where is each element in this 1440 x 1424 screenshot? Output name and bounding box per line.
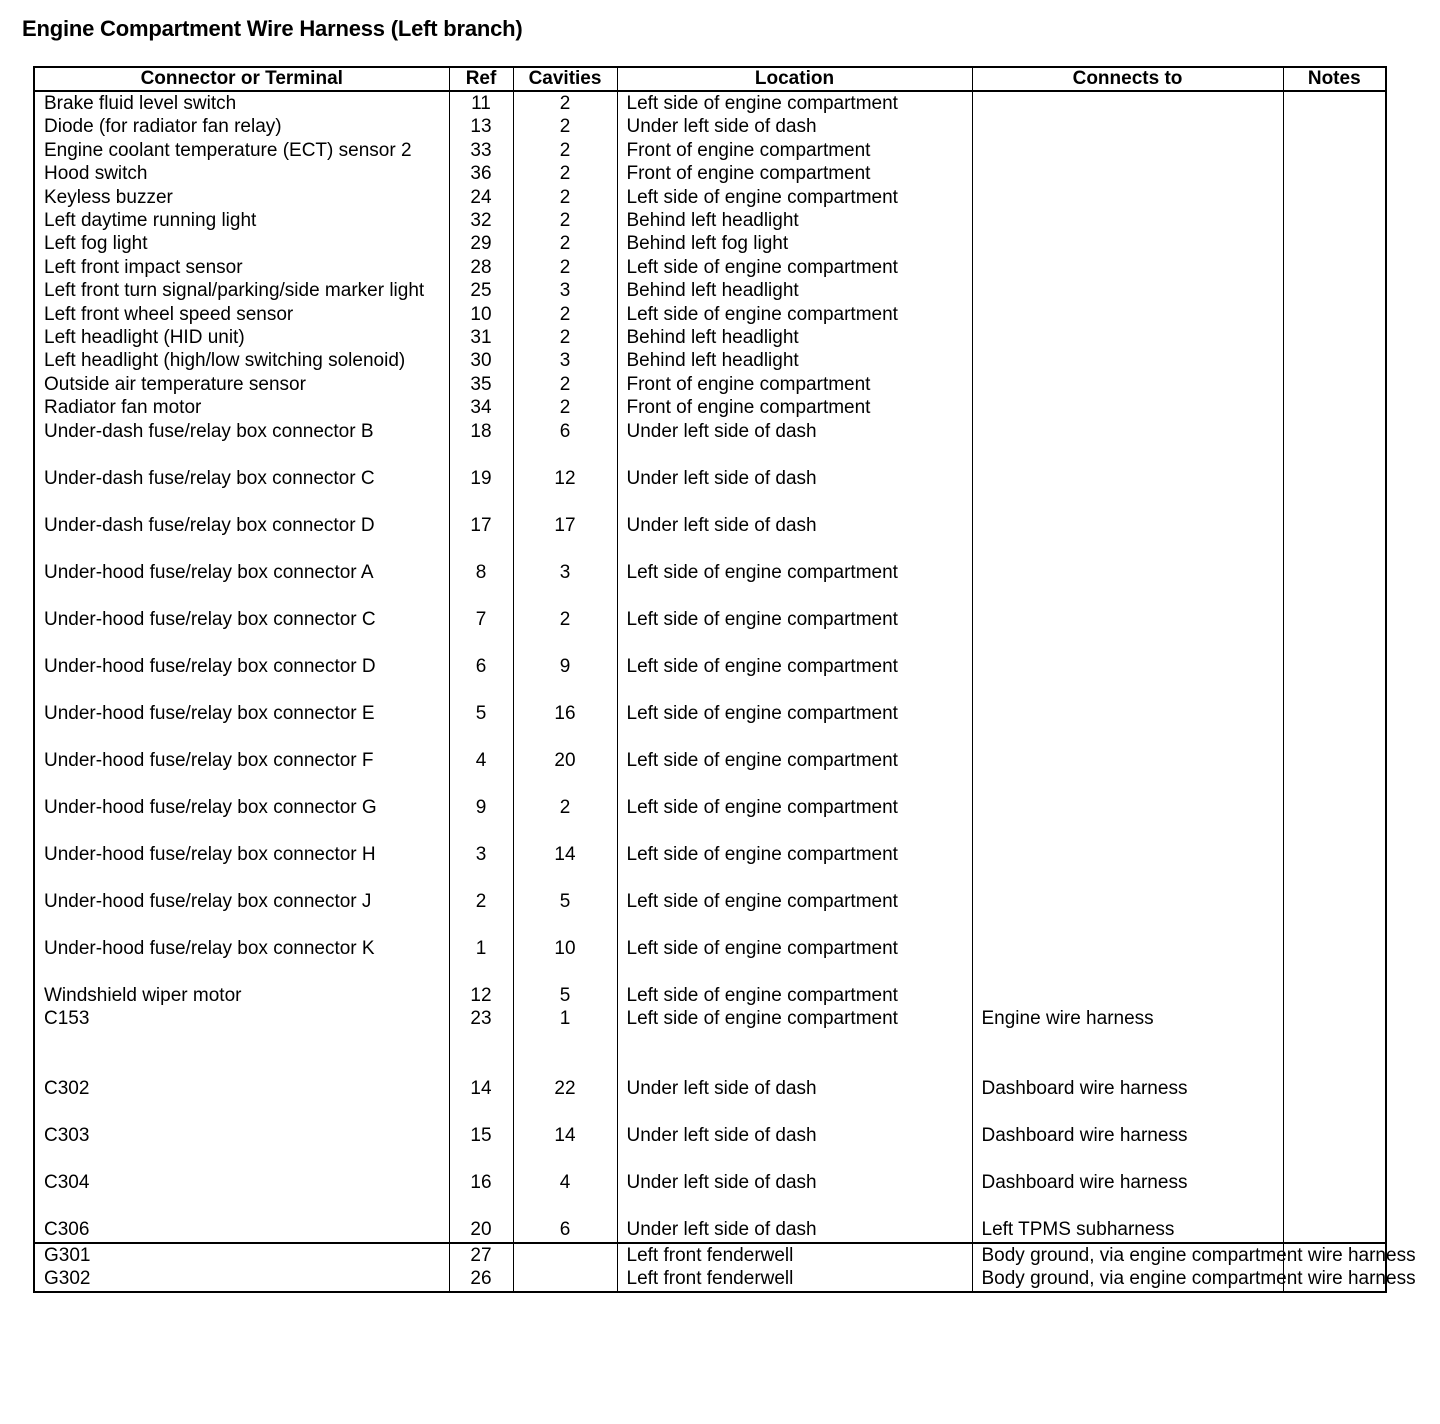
cell-location: Left front fenderwell [617, 1243, 972, 1267]
cell-cavities: 3 [513, 561, 617, 608]
cell-location: Left side of engine compartment [617, 186, 972, 209]
cell-location: Left side of engine compartment [617, 1007, 972, 1077]
cell-notes [1283, 937, 1386, 984]
cell-ref: 35 [449, 373, 513, 396]
cell-location: Front of engine compartment [617, 139, 972, 162]
cell-notes [1283, 749, 1386, 796]
cell-ref: 11 [449, 91, 513, 115]
table-row [34, 115, 1386, 138]
cell-location: Behind left headlight [617, 326, 972, 349]
cell-connector: Under-hood fuse/relay box connector H [44, 843, 376, 865]
cell-cavities: 10 [513, 937, 617, 984]
table-row [34, 749, 1386, 796]
cell-location: Under left side of dash [617, 1124, 972, 1171]
cell-ref: 25 [449, 279, 513, 302]
cell-cavities: 6 [513, 420, 617, 467]
cell-location: Left side of engine compartment [617, 303, 972, 326]
table-row [34, 937, 1386, 984]
cell-connector: Under-hood fuse/relay box connector F [44, 749, 374, 771]
cell-notes [1283, 373, 1386, 396]
cell-connects-to: Body ground, via engine compartment wire harness [972, 1267, 1283, 1292]
cell-cavities: 3 [513, 279, 617, 302]
cell-notes [1283, 420, 1386, 467]
cell-connector: Left fog light [44, 233, 148, 255]
cell-connects-to [972, 232, 1283, 255]
cell-ref: 5 [449, 702, 513, 749]
cell-cavities: 2 [513, 91, 617, 115]
cell-notes [1283, 1218, 1386, 1242]
cell-connects-to [972, 162, 1283, 185]
cell-notes [1283, 209, 1386, 232]
table-row [34, 702, 1386, 749]
table-row [34, 326, 1386, 349]
cell-location: Under left side of dash [617, 115, 972, 138]
cell-location: Under left side of dash [617, 1171, 972, 1218]
column-header-connector: Connector or Terminal [34, 67, 449, 91]
cell-connects-to [972, 467, 1283, 514]
column-header-cavities: Cavities [513, 67, 617, 91]
cell-ref: 15 [449, 1124, 513, 1171]
table-row [34, 1124, 1386, 1171]
cell-connects-to [972, 608, 1283, 655]
table-row [34, 139, 1386, 162]
cell-cavities: 16 [513, 702, 617, 749]
cell-ref: 27 [449, 1243, 513, 1267]
cell-connector: G302 [44, 1267, 91, 1289]
cell-connects-to [972, 843, 1283, 890]
cell-cavities: 2 [513, 139, 617, 162]
cell-ref: 36 [449, 162, 513, 185]
cell-ref: 31 [449, 326, 513, 349]
column-header-notes: Notes [1283, 67, 1386, 91]
cell-location: Left side of engine compartment [617, 890, 972, 937]
table-row [34, 655, 1386, 702]
table-row [34, 279, 1386, 302]
cell-notes [1283, 514, 1386, 561]
cell-cavities: 2 [513, 256, 617, 279]
cell-notes [1283, 256, 1386, 279]
cell-connects-to [972, 937, 1283, 984]
cell-connector: Left front turn signal/parking/side marker light [44, 280, 425, 302]
cell-location: Under left side of dash [617, 1218, 972, 1242]
cell-location: Left side of engine compartment [617, 655, 972, 702]
cell-connector: Brake fluid level switch [44, 93, 237, 114]
cell-cavities: 12 [513, 467, 617, 514]
cell-cavities: 17 [513, 514, 617, 561]
cell-connector: Left daytime running light [44, 210, 257, 232]
table-row [34, 303, 1386, 326]
cell-connector: G301 [34, 1243, 449, 1267]
cell-connects-to [972, 561, 1283, 608]
cell-notes [1283, 984, 1386, 1007]
table-row [34, 1077, 1386, 1124]
cell-notes [1283, 303, 1386, 326]
cell-connector: Engine coolant temperature (ECT) sensor 2 [44, 139, 412, 161]
cell-location: Under left side of dash [617, 467, 972, 514]
table-row [34, 984, 1386, 1007]
table-row [34, 349, 1386, 372]
cell-cavities: 2 [513, 162, 617, 185]
cell-connector: Radiator fan motor [44, 397, 202, 419]
cell-connector: Under-dash fuse/relay box connector D [44, 514, 375, 536]
cell-location: Left side of engine compartment [617, 561, 972, 608]
column-header-connects-to: Connects to [972, 67, 1283, 91]
cell-location: Behind left headlight [617, 279, 972, 302]
cell-cavities: 2 [513, 186, 617, 209]
cell-ref: 3 [449, 843, 513, 890]
cell-connector: Under-dash fuse/relay box connector B [44, 420, 374, 442]
harness-table [33, 66, 1416, 1293]
cell-notes [1283, 796, 1386, 843]
table-row [34, 608, 1386, 655]
cell-location: Left side of engine compartment [617, 608, 972, 655]
cell-location: Under left side of dash [617, 1077, 972, 1124]
cell-connector: C153 [44, 1008, 90, 1030]
table-row [34, 396, 1386, 419]
cell-ref: 32 [449, 209, 513, 232]
cell-notes [1283, 162, 1386, 185]
cell-notes [1283, 396, 1386, 419]
cell-ref: 34 [449, 396, 513, 419]
cell-notes [1283, 561, 1386, 608]
cell-location: Behind left headlight [617, 349, 972, 372]
table-row [34, 232, 1386, 255]
cell-connects-to [972, 702, 1283, 749]
cell-location: Front of engine compartment [617, 162, 972, 185]
cell-notes [1283, 655, 1386, 702]
cell-location: Left side of engine compartment [617, 843, 972, 890]
cell-location: Left side of engine compartment [617, 749, 972, 796]
cell-location: Under left side of dash [617, 420, 972, 467]
table-row [34, 256, 1386, 279]
cell-cavities: 5 [513, 890, 617, 937]
cell-connects-to [972, 373, 1283, 396]
cell-connects-to: Left TPMS subharness [972, 1218, 1283, 1242]
cell-ref: 8 [449, 561, 513, 608]
cell-connects-to [972, 256, 1283, 279]
table-row [34, 467, 1386, 514]
cell-cavities: 5 [513, 984, 617, 1007]
cell-connects-to [972, 209, 1283, 232]
cell-ref: 18 [449, 420, 513, 467]
cell-cavities: 2 [513, 209, 617, 232]
cell-connects-to [972, 349, 1283, 372]
cell-ref: 20 [449, 1218, 513, 1242]
table-body [34, 91, 1416, 1292]
cell-notes [1283, 467, 1386, 514]
cell-cavities: 14 [513, 1124, 617, 1171]
cell-connector: Diode (for radiator fan relay) [44, 116, 282, 138]
cell-connector: Under-hood fuse/relay box connector E [44, 702, 375, 724]
cell-cavities: 2 [513, 796, 617, 843]
cell-connects-to [972, 303, 1283, 326]
cell-location: Behind left fog light [617, 232, 972, 255]
cell-cavities [513, 1267, 617, 1292]
cell-connects-to: Body ground, via engine compartment wire harness [972, 1243, 1283, 1267]
cell-cavities: 2 [513, 326, 617, 349]
cell-connector: C302 [44, 1078, 90, 1100]
cell-connector: Windshield wiper motor [44, 984, 242, 1006]
table-row [34, 1171, 1386, 1218]
cell-connects-to: Engine wire harness [972, 1007, 1283, 1077]
cell-ref: 30 [449, 349, 513, 372]
table-row [34, 1267, 1386, 1292]
cell-location: Left side of engine compartment [617, 984, 972, 1007]
cell-notes [1283, 702, 1386, 749]
cell-ref: 7 [449, 608, 513, 655]
table-row [34, 91, 1386, 115]
cell-connects-to [972, 655, 1283, 702]
cell-connects-to [972, 420, 1283, 467]
column-header-ref: Ref [449, 67, 513, 91]
cell-cavities: 2 [513, 303, 617, 326]
cell-cavities: 20 [513, 749, 617, 796]
cell-ref: 12 [449, 984, 513, 1007]
cell-connector: Under-hood fuse/relay box connector K [44, 937, 375, 959]
page-title: Engine Compartment Wire Harness (Left branch) [22, 16, 523, 41]
cell-connector: Left headlight (high/low switching solenoid) [44, 350, 406, 372]
table-row [34, 514, 1386, 561]
cell-connector: C303 [44, 1125, 90, 1147]
cell-ref: 29 [449, 232, 513, 255]
cell-notes [1283, 186, 1386, 209]
cell-location: Left side of engine compartment [617, 796, 972, 843]
table-row [34, 796, 1386, 843]
cell-location: Front of engine compartment [617, 373, 972, 396]
cell-connector: Under-hood fuse/relay box connector C [44, 608, 376, 630]
cell-notes [1283, 232, 1386, 255]
cell-notes [1283, 91, 1386, 115]
cell-ref: 2 [449, 890, 513, 937]
table-row [34, 420, 1386, 467]
cell-notes [1283, 326, 1386, 349]
cell-location: Front of engine compartment [617, 396, 972, 419]
cell-connects-to [972, 984, 1283, 1007]
cell-connects-to: Dashboard wire harness [972, 1124, 1283, 1171]
cell-location: Left side of engine compartment [617, 91, 972, 115]
cell-cavities: 4 [513, 1171, 617, 1218]
cell-connector: Left front wheel speed sensor [44, 303, 294, 325]
cell-location: Left front fenderwell [617, 1267, 972, 1292]
cell-location: Left side of engine compartment [617, 256, 972, 279]
cell-connects-to [972, 186, 1283, 209]
cell-cavities: 2 [513, 115, 617, 138]
cell-notes [1283, 608, 1386, 655]
cell-ref: 6 [449, 655, 513, 702]
cell-connects-to [972, 514, 1283, 561]
cell-cavities: 14 [513, 843, 617, 890]
cell-cavities: 2 [513, 396, 617, 419]
cell-ref: 19 [449, 467, 513, 514]
table-row [34, 373, 1386, 396]
cell-ref: 26 [449, 1267, 513, 1292]
cell-notes [1283, 843, 1386, 890]
cell-connector: Outside air temperature sensor [44, 373, 306, 395]
cell-connects-to: Dashboard wire harness [972, 1077, 1283, 1124]
cell-notes [1283, 1124, 1386, 1171]
table-row [34, 209, 1386, 232]
cell-connects-to [972, 115, 1283, 138]
cell-connector: Under-hood fuse/relay box connector G [44, 796, 377, 818]
cell-connector: C304 [44, 1172, 90, 1194]
cell-connects-to [972, 326, 1283, 349]
cell-ref: 10 [449, 303, 513, 326]
cell-connector: Under-hood fuse/relay box connector D [44, 655, 376, 677]
cell-notes [1283, 1007, 1386, 1077]
cell-connector: Under-dash fuse/relay box connector C [44, 467, 375, 489]
cell-notes [1283, 139, 1386, 162]
cell-ref: 9 [449, 796, 513, 843]
cell-connects-to [972, 91, 1283, 115]
cell-notes [1283, 890, 1386, 937]
table-row [34, 1243, 1386, 1267]
cell-notes [1283, 279, 1386, 302]
cell-ref: 14 [449, 1077, 513, 1124]
cell-location: Left side of engine compartment [617, 937, 972, 984]
cell-location: Left side of engine compartment [617, 702, 972, 749]
cell-connector: Keyless buzzer [44, 186, 173, 208]
cell-connector: Left front impact sensor [44, 256, 243, 278]
cell-notes [1283, 115, 1386, 138]
cell-ref: 23 [449, 1007, 513, 1077]
table-row [34, 561, 1386, 608]
cell-connects-to: Dashboard wire harness [972, 1171, 1283, 1218]
cell-connector: Left headlight (HID unit) [44, 327, 245, 349]
table-row [34, 1007, 1386, 1077]
cell-notes [1283, 1171, 1386, 1218]
cell-connects-to [972, 279, 1283, 302]
cell-location: Behind left headlight [617, 209, 972, 232]
header-row [34, 67, 1386, 91]
cell-notes [1283, 1077, 1386, 1124]
table-row [34, 1218, 1386, 1242]
cell-cavities: 2 [513, 373, 617, 396]
table-row [34, 890, 1386, 937]
cell-ref: 1 [449, 937, 513, 984]
cell-connects-to [972, 139, 1283, 162]
cell-ref: 17 [449, 514, 513, 561]
cell-ref: 24 [449, 186, 513, 209]
cell-ref: 16 [449, 1171, 513, 1218]
cell-connects-to [972, 890, 1283, 937]
cell-cavities: 2 [513, 232, 617, 255]
cell-notes [1283, 349, 1386, 372]
cell-connects-to [972, 396, 1283, 419]
cell-connects-to [972, 796, 1283, 843]
column-header-location: Location [617, 67, 972, 91]
cell-location: Under left side of dash [617, 514, 972, 561]
cell-cavities [513, 1243, 617, 1267]
cell-connector: C306 [44, 1219, 90, 1241]
cell-connector: Under-hood fuse/relay box connector A [44, 561, 374, 583]
cell-cavities: 9 [513, 655, 617, 702]
cell-cavities: 1 [513, 1007, 617, 1077]
table-row [34, 162, 1386, 185]
cell-ref: 28 [449, 256, 513, 279]
cell-ref: 33 [449, 139, 513, 162]
cell-connects-to [972, 749, 1283, 796]
table-row [34, 843, 1386, 890]
cell-ref: 4 [449, 749, 513, 796]
cell-ref: 13 [449, 115, 513, 138]
cell-cavities: 6 [513, 1218, 617, 1242]
cell-cavities: 22 [513, 1077, 617, 1124]
cell-connector: Hood switch [44, 163, 148, 185]
cell-cavities: 3 [513, 349, 617, 372]
table-row [34, 186, 1386, 209]
cell-connector: Under-hood fuse/relay box connector J [44, 890, 372, 912]
cell-cavities: 2 [513, 608, 617, 655]
